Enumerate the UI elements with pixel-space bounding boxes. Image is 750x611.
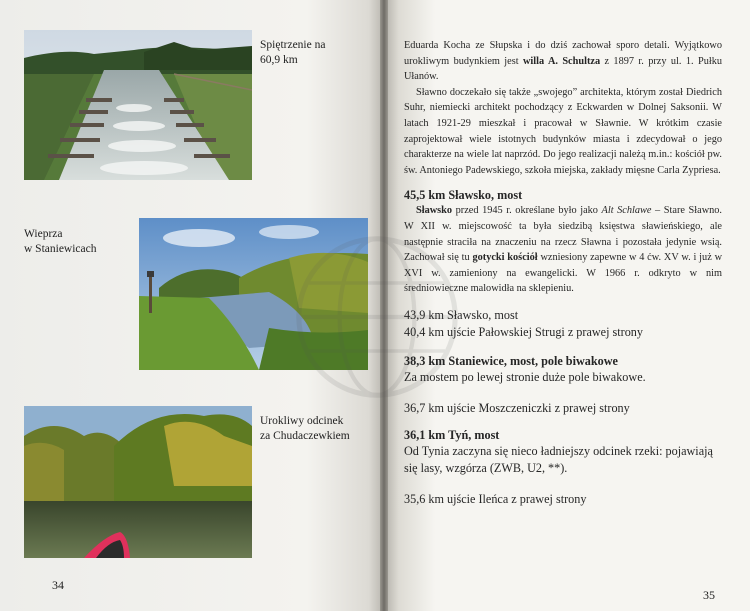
- slawsko-text-6: wzniesiony zapewne w 4 ćw. XV w. i już w XVI w. zamieniony na ewangelicki. W 1966 r. odkryto w nim średniowieczne malowidła na sklepieniu.: [404, 252, 723, 295]
- slawsko-church: gotycki kościół: [472, 252, 538, 264]
- entry-palowska-struga: 40,4 km ujście Pałowskiej Strugi z prawej strony: [404, 324, 643, 339]
- heading-staniewice: 38,3 km Staniewice, most, pole biwakowe: [404, 353, 618, 368]
- slawsko-bold: Sławsko: [416, 205, 453, 217]
- entry-moszczeniczki: 36,7 km ujście Moszczeniczki z prawej strony: [404, 400, 630, 415]
- intro-paragraph-1: [404, 38, 722, 85]
- slawsko-text-2: przed 1945 r. określane było jako: [452, 205, 602, 217]
- page-number-left: 34: [52, 578, 64, 592]
- caption-chudaczewek-line2: za Chudaczewkiem: [260, 430, 350, 442]
- caption-chudaczewek: [260, 414, 378, 444]
- photo-kayak-stretch: [24, 406, 252, 558]
- slawsko-text-4: – Stare Sławno. W XII w. miejscowość ta była siedzibą księstwa sławieńskiego, ale następnie straciła na znaczeniu na rzecz Sławna i pozostała jedynie wsią. Zachował się tu: [404, 205, 722, 264]
- right-page-text: [404, 38, 722, 508]
- entry-ilenca: 35,6 km ujście Ileńca z prawej strony: [404, 491, 587, 506]
- heading-tyn: 36,1 km Tyń, most: [404, 427, 500, 442]
- caption-wieprza-line2: w Staniewicach: [24, 243, 97, 255]
- intro-text-c: z 1897 r. przy ul. 1. Pułku Ułanów.: [404, 55, 722, 83]
- caption-wieprza-line1: Wieprza: [24, 228, 63, 240]
- staniewice-desc: Za mostem po lewej stronie duże pole biwakowe.: [404, 369, 646, 384]
- page-number-right: 35: [703, 588, 715, 602]
- entry-slawsko-439: 43,9 km Sławsko, most: [404, 307, 519, 322]
- caption-chudaczewek-line1: Urokliwy odcinek: [260, 415, 344, 427]
- intro-villa-name: willa A. Schultza: [522, 55, 601, 67]
- caption-wieprza: [24, 227, 132, 257]
- slawsko-old-name: Alt Schlawe: [601, 205, 652, 217]
- tyn-desc: Od Tynia zaczyna się nieco ładniejszy odcinek rzeki: pojawiają się lasy, wzgórza (ZWB, U2, **).: [404, 443, 713, 475]
- photo-weir: [24, 30, 252, 180]
- caption-weir-line2: 60,9 km: [260, 54, 298, 66]
- intro-paragraph-2: Sławno doczekało się także „swojego” architekta, którym został Diedrich Suhr, niemiecki architekt pochodzący z Eckwarden w Dolnej Saksonii. W latach 1921-29 mieszkał i pracował w Sławnie. W krótkim czasie zaprojektował wiele istotnych budynków miasta i zdecydował o jego charakterze na wiele lat naprzód. Do jego realizacji należą m.in.: kościół pw. św. Antoniego Padewskiego, szkoła miejska, zakłady mięsne Carla Zypriesa.: [404, 86, 722, 176]
- intro-text-a: Eduarda Kocha ze Słupska i do dziś zachował sporo detali. Wyjątkowo urokliwym budynkiem jest: [404, 40, 722, 67]
- caption-weir: [260, 38, 370, 68]
- heading-slawsko-bridge: 45,5 km Sławsko, most: [404, 188, 523, 203]
- caption-weir-line1: Spiętrzenie na: [260, 39, 326, 51]
- slawsko-paragraph: [404, 203, 722, 297]
